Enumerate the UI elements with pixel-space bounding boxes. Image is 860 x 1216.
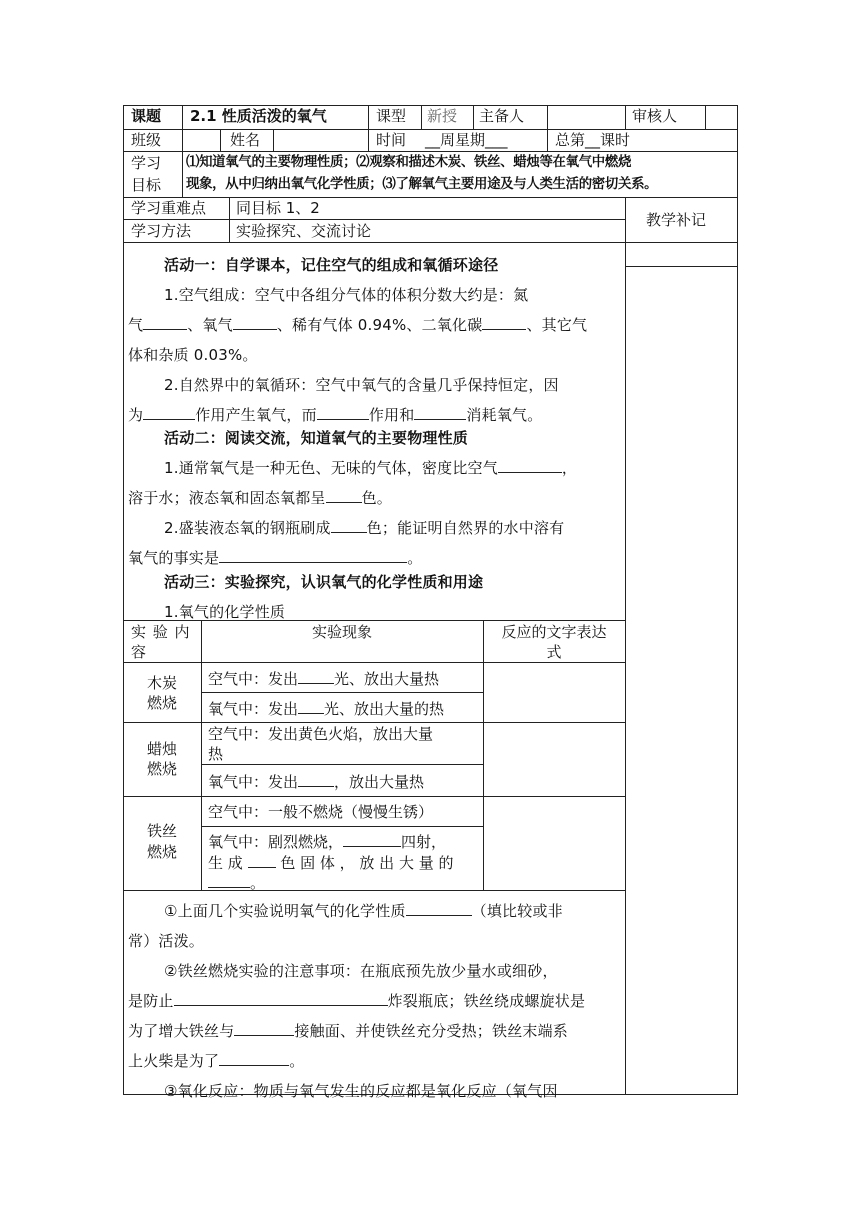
topic-value: 2.1 性质活泼的氧气 [190, 107, 327, 125]
method-value: 实验探究、交流讨论 [236, 222, 372, 240]
teaching-notes-label: 教学补记 [646, 211, 707, 229]
candle-label-2: 燃烧 [146, 760, 177, 778]
topic-label: 课题 [131, 107, 162, 125]
class-label: 班级 [131, 131, 162, 149]
key-label: 学习重难点 [131, 199, 207, 217]
note-2-line2: 是防止 炸裂瓶底；铁丝绕成螺旋状是 [128, 992, 586, 1010]
note-2-line3: 为了增大铁丝与 接触面、并使铁丝充分受热；铁丝末端系 [128, 1022, 569, 1040]
goal-line-1: ⑴知道氧气的主要物理性质；⑵观察和描述木炭、铁丝、蜡烛等在氧气中燃烧 [186, 155, 632, 170]
table-header-equation-2: 式 [546, 643, 562, 661]
note-1-line2: 常）活泼。 [128, 932, 205, 950]
iron-air: 空气中：一般不燃烧（慢慢生锈） [208, 803, 434, 821]
activity-3-title: 活动三：实验探究，认识氧气的化学性质和用途 [164, 573, 484, 591]
candle-label-1: 蜡烛 [146, 740, 177, 758]
note-2-line1: ②铁丝燃烧实验的注意事项：在瓶底预先放少量水或细砂， [164, 962, 558, 980]
summary-notes [128, 896, 618, 1106]
charcoal-air: 空气中：发出 光、放出大量热 [208, 670, 440, 688]
activity-2-q1-line2: 溶于水；液态氧和固态氧都呈 色。 [128, 489, 393, 507]
activity-1 [128, 250, 618, 430]
total-lessons: 总第__课时 [555, 131, 631, 149]
candle-air-1: 空气中：发出黄色火焰，放出大量 [208, 725, 434, 743]
table-header-phenomenon: 实验现象 [311, 623, 372, 641]
charcoal-label-1: 木炭 [146, 674, 177, 692]
note-2-line4: 上火柴是为了 。 [128, 1052, 305, 1070]
method-label: 学习方法 [131, 222, 192, 240]
activity-2-q1-line1: 1.通常氧气是一种无色、无味的气体，密度比空气 ， [164, 459, 578, 477]
name-label: 姓名 [230, 131, 261, 149]
lead-label: 主备人 [479, 107, 525, 125]
key-value: 同目标 1、2 [236, 199, 320, 217]
table-header-content-2: 容 [131, 643, 147, 661]
time-value: __周星期___ [425, 131, 508, 149]
activity-2-title: 活动二：阅读交流，知道氧气的主要物理性质 [164, 429, 469, 447]
candle-oxygen: 氧气中：发出 ，放出大量热 [208, 773, 425, 791]
iron-oxygen-1: 氧气中：剧烈燃烧， 四射， [208, 833, 447, 851]
table-header-content-1: 实 验 内 [131, 623, 191, 641]
activity-3 [128, 567, 618, 627]
type-value: 新授 [427, 107, 458, 125]
table-header-equation-1: 反应的文字表达 [501, 623, 607, 641]
iron-label-2: 燃烧 [146, 843, 177, 861]
iron-label-1: 铁丝 [146, 822, 177, 840]
iron-oxygen-3: 。 [208, 872, 265, 892]
activity-1-q1-line1: 1.空气组成：空气中各组分气体的体积分数大约是：氮 [164, 286, 529, 304]
type-label: 课型 [376, 107, 407, 125]
activity-1-q2-line2: 为 作用产生氧气，而 作用和 消耗氧气。 [128, 406, 543, 424]
review-label: 审核人 [632, 107, 678, 125]
activity-1-q1-line3: 体和杂质 0.03%。 [128, 346, 258, 364]
time-label: 时间 [376, 131, 407, 149]
charcoal-oxygen: 氧气中：发出 光、放出大量的热 [208, 700, 445, 718]
activity-1-q1-line2: 气 、氧气 、稀有气体 0.94%、二氧化碳 、其它气 [128, 316, 588, 334]
charcoal-label-2: 燃烧 [146, 694, 177, 712]
goal-label-2: 目标 [131, 176, 162, 194]
activity-2 [128, 423, 618, 573]
note-1-line1: ①上面几个实验说明氧气的化学性质 （填比较或非 [164, 902, 563, 920]
note-3-line1: ③氧化反应：物质与氧气发生的反应都是氧化反应（氧气因 [164, 1082, 558, 1100]
goal-line-2: 现象，从中归纳出氧气化学性质；⑶了解氧气主要用途及与人类生活的密切关系。 [186, 177, 658, 192]
candle-air-2: 热 [208, 745, 224, 763]
activity-1-title: 活动一：自学课本，记住空气的组成和氧循环途径 [164, 256, 499, 274]
activity-2-q2-line2: 氧气的事实是 。 [128, 549, 423, 567]
goal-label-1: 学习 [131, 154, 162, 172]
activity-1-q2-line1: 2.自然界中的氧循环：空气中氧气的含量几乎保持恒定，因 [164, 376, 559, 394]
activity-2-q2-line1: 2.盛装液态氧的钢瓶刷成 色；能证明自然界的水中溶有 [164, 519, 565, 537]
iron-oxygen-2: 生 成 色 固 体 ， 放 出 大 量 的 [208, 854, 454, 872]
activity-3-subtitle: 1.氧气的化学性质 [164, 603, 286, 621]
